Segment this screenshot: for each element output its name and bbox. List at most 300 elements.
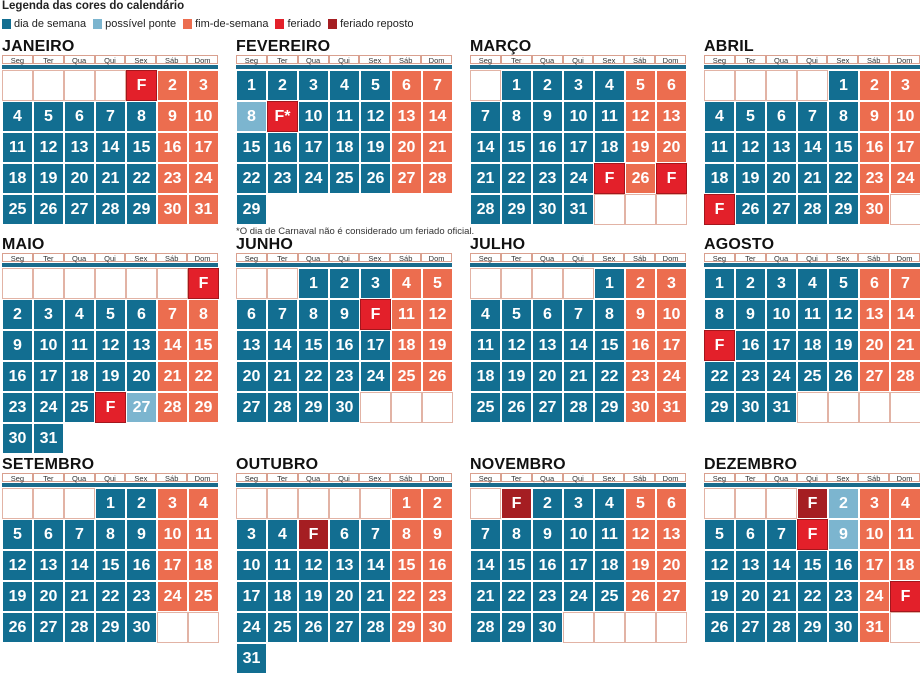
day-cell-6: 6 [656,488,687,519]
day-cell-22: 22 [797,581,828,612]
day-cell-28: 28 [64,612,95,643]
day-cell-13: 13 [33,550,64,581]
month-name: DEZEMBRO [704,456,798,473]
day-cell-28: 28 [95,194,126,225]
weekday-label: Sex [125,473,156,482]
day-cell-25: F [594,163,625,194]
day-cell-5: 5 [422,268,453,299]
weekday-label: Ter [267,55,298,64]
day-cell-21: 21 [64,581,95,612]
day-cell-22: 22 [236,163,267,194]
day-cell-22: 22 [391,581,422,612]
day-cell-20: 20 [656,132,687,163]
weekday-label: Ter [267,473,298,482]
day-cell-1: 1 [236,70,267,101]
empty-day-cell [532,268,563,299]
day-cell-21: 21 [563,361,594,392]
day-cell-7: 7 [64,519,95,550]
day-cell-23: 23 [735,361,766,392]
day-cell-31: 31 [766,392,797,423]
month-name: SETEMBRO [2,456,95,473]
day-cell-26: 26 [704,612,735,643]
day-cell-16: 16 [2,361,33,392]
day-grid [704,70,920,225]
day-grid [470,70,687,225]
weekday-label: Sáb [390,55,421,64]
day-cell-4: 4 [2,101,33,132]
day-cell-25: 25 [64,392,95,423]
day-cell-27: 27 [33,612,64,643]
day-cell-20: 20 [391,132,422,163]
day-cell-20: 20 [33,581,64,612]
weekday-label: Sáb [624,55,655,64]
day-cell-7: 7 [157,299,188,330]
day-cell-14: 14 [360,550,391,581]
weekday-label: Dom [421,473,452,482]
day-cell-25: 25 [470,392,501,423]
weekday-label: Seg [704,473,735,482]
empty-day-cell [33,488,64,519]
day-cell-28: 28 [422,163,453,194]
day-cell-19: 19 [704,581,735,612]
legend-swatch [93,19,102,29]
day-cell-19: 19 [33,163,64,194]
month-name: MAIO [2,236,45,253]
day-cell-18: 18 [188,550,219,581]
day-cell-29: 29 [797,612,828,643]
day-cell-5: 5 [625,488,656,519]
weekday-label: Qui [329,473,360,482]
day-cell-17: 17 [157,550,188,581]
legend-label: feriado reposto [340,18,414,30]
day-cell-4: 4 [470,299,501,330]
day-cell-28: 28 [766,612,797,643]
day-cell-21: 21 [157,361,188,392]
day-cell-16: 16 [422,550,453,581]
month-name: AGOSTO [704,236,775,253]
day-cell-16: 16 [126,550,157,581]
day-cell-4: 4 [391,268,422,299]
header-divider [236,263,452,267]
day-cell-13: 13 [236,330,267,361]
day-cell-11: 11 [64,330,95,361]
weekday-label: Qui [797,473,828,482]
empty-day-cell [188,612,219,643]
day-cell-5: 5 [735,101,766,132]
month-junho [236,236,452,423]
weekday-header [2,253,218,263]
day-cell-6: 6 [33,519,64,550]
weekday-label: Sáb [156,473,187,482]
day-grid [470,268,687,423]
empty-day-cell [360,488,391,519]
day-cell-9: 9 [329,299,360,330]
day-cell-5: 5 [625,70,656,101]
day-cell-24: 24 [33,392,64,423]
day-cell-24: 24 [890,163,920,194]
day-cell-29: 29 [188,392,219,423]
day-cell-18: 18 [470,361,501,392]
header-divider [470,263,686,267]
day-cell-5: 5 [704,519,735,550]
day-cell-5: F [298,519,329,550]
legend-swatch [183,19,192,29]
day-cell-16: 16 [859,132,890,163]
day-cell-23: 23 [828,581,859,612]
day-cell-9: 9 [859,101,890,132]
day-cell-17: 17 [890,132,920,163]
weekday-label: Seg [236,473,267,482]
day-cell-29: 29 [501,612,532,643]
header-divider [236,65,452,69]
day-cell-13: 13 [64,132,95,163]
month-setembro [2,456,218,643]
weekday-label: Qui [95,473,126,482]
header-divider [470,483,686,487]
day-cell-28: 28 [157,392,188,423]
day-cell-15: 15 [501,550,532,581]
day-cell-30: 30 [2,423,33,454]
day-cell-12: 12 [501,330,532,361]
day-cell-27: 27 [391,163,422,194]
day-cell-19: 19 [828,330,859,361]
weekday-label: Sex [827,473,858,482]
day-cell-9: 9 [532,519,563,550]
weekday-header [236,55,452,65]
day-cell-18: 18 [594,550,625,581]
day-cell-24: 24 [563,163,594,194]
day-cell-30: 30 [859,194,890,225]
empty-day-cell [95,268,126,299]
day-cell-1: 1 [501,70,532,101]
empty-day-cell [470,268,501,299]
weekday-label: Qua [766,253,797,262]
weekday-label: Ter [501,55,532,64]
weekday-label: Ter [33,55,64,64]
day-cell-28: 28 [470,194,501,225]
day-cell-4: 4 [890,488,920,519]
weekday-label: Sáb [156,55,187,64]
day-cell-30: 30 [625,392,656,423]
day-cell-24: 24 [563,581,594,612]
day-cell-9: 9 [157,101,188,132]
day-grid [2,488,219,643]
weekday-header [470,55,686,65]
day-cell-29: 29 [501,194,532,225]
day-cell-27: 27 [735,612,766,643]
day-cell-25: 25 [329,163,360,194]
day-cell-3: 3 [890,70,920,101]
weekday-label: Sáb [390,253,421,262]
weekday-label: Qui [329,253,360,262]
empty-day-cell [157,612,188,643]
empty-day-cell [704,70,735,101]
day-cell-5: 5 [501,299,532,330]
day-cell-29: 29 [95,612,126,643]
day-cell-31: 31 [563,194,594,225]
day-cell-8: 8 [501,101,532,132]
day-cell-25: F [704,194,735,225]
day-cell-29: 29 [594,392,625,423]
month-julho [470,236,686,423]
day-cell-28: 28 [563,392,594,423]
day-cell-15: 15 [594,330,625,361]
day-cell-9: 9 [828,519,859,550]
day-cell-16: 16 [532,132,563,163]
day-cell-16: 16 [157,132,188,163]
day-cell-27: 27 [64,194,95,225]
day-cell-7: 7 [95,101,126,132]
day-cell-6: 6 [391,70,422,101]
day-cell-1: F [188,268,219,299]
header-divider [704,65,920,69]
day-cell-2: 2 [267,70,298,101]
weekday-label: Sáb [624,253,655,262]
day-cell-12: 12 [422,299,453,330]
day-cell-15: 15 [126,132,157,163]
weekday-label: Qua [298,253,329,262]
legend-swatch [2,19,11,29]
day-cell-11: 11 [188,519,219,550]
day-cell-30: 30 [532,194,563,225]
header-divider [470,65,686,69]
day-cell-20: 20 [64,163,95,194]
day-cell-27: 27 [859,361,890,392]
day-cell-13: 13 [329,550,360,581]
day-cell-14: 14 [267,330,298,361]
weekday-label: Qua [532,253,563,262]
day-cell-2: 2 [625,268,656,299]
weekday-label: Ter [501,473,532,482]
day-grid [470,488,687,643]
day-cell-6: 6 [329,519,360,550]
day-cell-15: 15 [188,330,219,361]
day-cell-24: 24 [157,581,188,612]
weekday-label: Seg [236,55,267,64]
empty-day-cell [64,268,95,299]
empty-day-cell [267,268,298,299]
empty-day-cell [64,70,95,101]
day-cell-18: 18 [64,361,95,392]
day-cell-16: 16 [267,132,298,163]
day-cell-6: 6 [656,70,687,101]
legend-item-reposto [328,18,413,30]
day-cell-12: 12 [625,519,656,550]
day-cell-18: 18 [890,550,920,581]
weekday-label: Sex [827,55,858,64]
day-cell-26: 26 [625,163,656,194]
month-janeiro [2,38,218,225]
day-cell-10: 10 [859,519,890,550]
day-cell-19: 19 [625,132,656,163]
day-cell-27: 27 [656,581,687,612]
weekday-header [236,473,452,483]
day-cell-7: 7 [360,519,391,550]
legend-label: fim-de-semana [195,18,269,30]
day-cell-2: 2 [157,70,188,101]
weekday-header [470,473,686,483]
day-cell-17: 17 [236,581,267,612]
day-cell-15: 15 [95,550,126,581]
day-cell-26: 26 [422,361,453,392]
day-cell-19: 19 [360,132,391,163]
day-cell-14: 14 [470,132,501,163]
day-cell-5: 5 [828,268,859,299]
day-cell-25: 25 [594,581,625,612]
day-cell-24: 24 [298,163,329,194]
day-cell-28: 28 [360,612,391,643]
day-grid [236,268,453,423]
day-cell-13: 13 [126,330,157,361]
day-cell-23: 23 [859,163,890,194]
day-cell-12: 12 [360,101,391,132]
empty-day-cell [704,488,735,519]
day-cell-13: 13 [735,550,766,581]
day-cell-30: 30 [735,392,766,423]
day-cell-9: 9 [625,299,656,330]
weekday-label: Seg [470,55,501,64]
day-cell-4: 4 [64,299,95,330]
day-cell-13: 13 [532,330,563,361]
day-cell-28: 28 [890,361,920,392]
day-cell-5: 5 [33,101,64,132]
empty-day-cell [2,70,33,101]
day-cell-5: 5 [360,70,391,101]
empty-day-cell [267,488,298,519]
weekday-header [236,253,452,263]
month-name: FEVEREIRO [236,38,331,55]
empty-day-cell [563,612,594,643]
day-cell-31: 31 [236,643,267,674]
day-cell-27: 27 [532,392,563,423]
weekday-label: Seg [2,55,33,64]
day-cell-21: 21 [470,163,501,194]
day-cell-18: 18 [704,163,735,194]
day-cell-2: 2 [735,268,766,299]
legend-item-holiday [275,18,321,30]
day-cell-26: 26 [735,194,766,225]
weekday-label: Dom [187,253,218,262]
header-divider [236,483,452,487]
weekday-label: Dom [421,55,452,64]
day-cell-1: 1 [594,268,625,299]
day-cell-23: 23 [267,163,298,194]
day-cell-23: 23 [625,361,656,392]
day-cell-17: 17 [360,330,391,361]
day-cell-26: 26 [2,612,33,643]
empty-day-cell [797,392,828,423]
day-cell-20: 20 [859,330,890,361]
day-cell-15: 15 [391,550,422,581]
legend-label: feriado [287,18,322,30]
day-cell-21: 21 [267,361,298,392]
weekday-header [470,253,686,263]
day-cell-3: 3 [656,268,687,299]
day-cell-22: 22 [188,361,219,392]
weekday-label: Dom [655,253,686,262]
day-cell-1: 1 [298,268,329,299]
header-divider [2,483,218,487]
day-cell-19: 19 [298,581,329,612]
day-grid [2,70,219,225]
month-name: OUTUBRO [236,456,319,473]
day-cell-12: 12 [298,550,329,581]
day-cell-25: 25 [188,581,219,612]
day-cell-10: 10 [766,299,797,330]
empty-day-cell [766,70,797,101]
empty-day-cell [95,70,126,101]
day-cell-19: 19 [95,361,126,392]
month-outubro [236,456,452,674]
day-cell-16: 16 [532,550,563,581]
weekday-header [704,55,920,65]
day-grid [704,488,920,643]
day-cell-20: 20 [236,361,267,392]
empty-day-cell [298,488,329,519]
day-cell-27: 27 [126,392,157,423]
day-cell-17: 17 [188,132,219,163]
day-cell-26: 26 [828,361,859,392]
day-cell-31: 31 [656,392,687,423]
day-cell-30: 30 [126,612,157,643]
day-cell-26: 26 [501,392,532,423]
weekday-label: Sex [593,253,624,262]
weekday-label: Seg [236,253,267,262]
day-cell-1: F [797,488,828,519]
day-cell-15: 15 [298,330,329,361]
weekday-label: Seg [2,253,33,262]
day-cell-10: 10 [157,519,188,550]
empty-day-cell [656,612,687,643]
day-cell-3: 3 [188,70,219,101]
day-cell-2: 2 [532,488,563,519]
weekday-label: Qua [64,55,95,64]
day-cell-12: 12 [33,132,64,163]
day-cell-31: 31 [188,194,219,225]
day-cell-25: 25 [2,194,33,225]
day-cell-2: 2 [828,488,859,519]
day-cell-2: 2 [329,268,360,299]
day-cell-16: 16 [828,550,859,581]
day-cell-18: 18 [329,132,360,163]
day-cell-18: 18 [594,132,625,163]
day-cell-21: 21 [797,163,828,194]
month-name: NOVEMBRO [470,456,566,473]
weekday-label: Seg [704,55,735,64]
day-cell-7: 7 [422,70,453,101]
day-cell-15: 15 [797,550,828,581]
day-cell-1: 1 [828,70,859,101]
day-grid [236,488,453,674]
weekday-label: Dom [655,55,686,64]
weekday-label: Dom [421,253,452,262]
day-cell-30: 30 [828,612,859,643]
day-cell-25: 25 [267,612,298,643]
day-cell-8: 8 [126,101,157,132]
day-cell-30: 30 [157,194,188,225]
day-cell-24: 24 [188,163,219,194]
day-cell-2: 2 [859,70,890,101]
day-cell-25: F [890,581,920,612]
day-cell-1: 1 [391,488,422,519]
day-cell-13: 13 [391,101,422,132]
day-cell-17: 17 [656,330,687,361]
day-cell-1: F [126,70,157,101]
month-name: MARÇO [470,38,532,55]
empty-day-cell [360,392,391,423]
day-cell-17: 17 [298,132,329,163]
day-cell-14: 14 [64,550,95,581]
